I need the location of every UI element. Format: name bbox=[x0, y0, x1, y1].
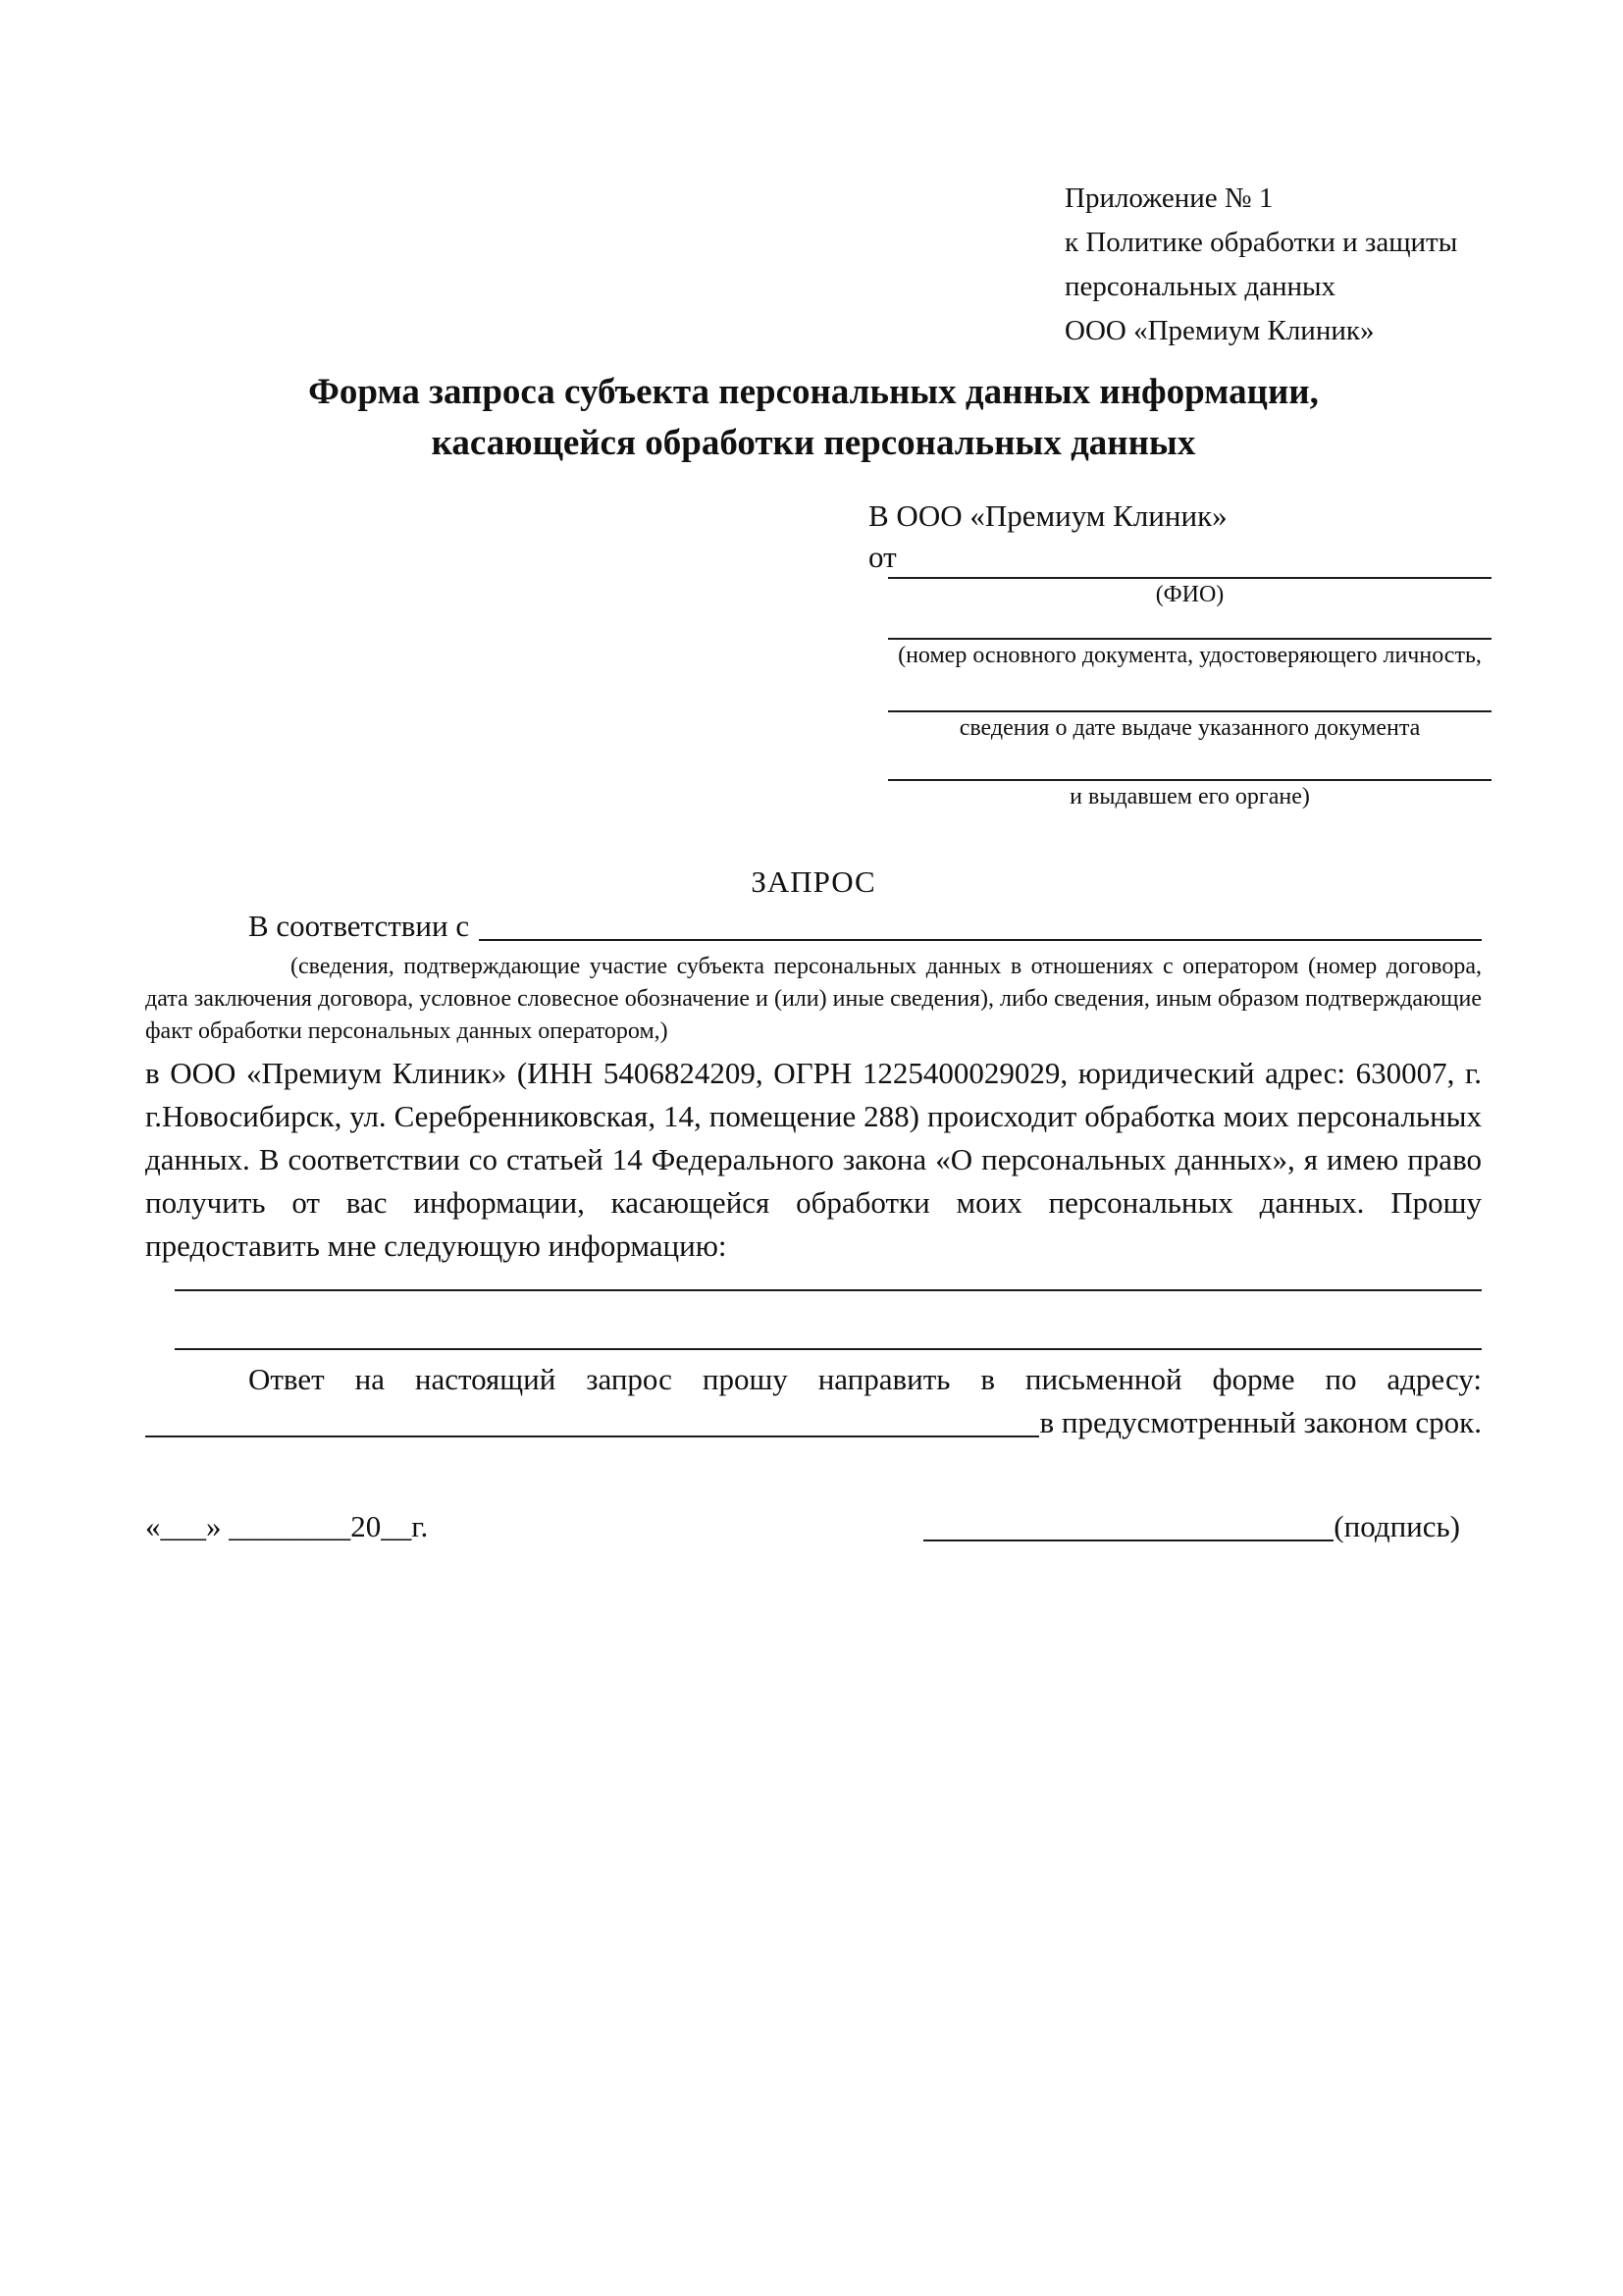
date-field: «___» ________20__г. bbox=[145, 1509, 429, 1543]
issuing-authority-blank-field bbox=[868, 779, 1482, 812]
appendix-line: персональных данных bbox=[1065, 271, 1336, 302]
appendix-line: ООО «Премиум Клиник» bbox=[1065, 315, 1375, 346]
field-caption: (номер основного документа, удостоверяющего личность, bbox=[898, 643, 1482, 668]
field-caption: и выдавшем его органе) bbox=[1070, 784, 1310, 809]
footnote-text: (сведения, подтверждающие участие субъекта персональных данных в отношениях с оператором (номер договора, дата заключения договора, условное словесное обозначение и (или) иные сведения), либо сведения, иным образом подтверждающие факт обработки персональных данных оператором,) bbox=[145, 954, 1482, 1044]
addressee-block bbox=[868, 495, 1482, 812]
appendix-line: Приложение № 1 bbox=[1065, 183, 1274, 214]
signature-field bbox=[923, 1505, 1460, 1548]
signature-caption: (подпись) bbox=[1334, 1509, 1460, 1543]
fio-blank-field bbox=[868, 577, 1482, 610]
document-number-blank-field bbox=[868, 638, 1482, 671]
addressee-from: от bbox=[868, 540, 897, 574]
blank-line bbox=[479, 939, 1482, 941]
field-caption: сведения о дате выдаче указанного документа bbox=[959, 715, 1421, 741]
appendix-line: к Политике обработки и защиты bbox=[1065, 227, 1458, 258]
form-title-line: касающейся обработки персональных данных bbox=[431, 423, 1196, 463]
appendix-block bbox=[1065, 177, 1482, 353]
form-title-line: Форма запроса субъекта персональных данных информации, bbox=[308, 372, 1319, 412]
reply-address-blank bbox=[145, 1401, 1482, 1444]
request-heading: ЗАПРОС bbox=[751, 864, 876, 899]
issue-date-blank-field bbox=[868, 710, 1482, 744]
blank-line bbox=[175, 1348, 1482, 1350]
reply-suffix-text: в предусмотренный законом срок. bbox=[1039, 1405, 1482, 1439]
intro-row bbox=[145, 905, 1482, 948]
blank-line bbox=[145, 1435, 1039, 1437]
addressee-to: В ООО «Премиум Клиник» bbox=[868, 498, 1228, 533]
reply-address-line: Ответ на настоящий запрос прошу направить в письменной форме по адресу: bbox=[248, 1362, 1482, 1396]
blank-line bbox=[175, 1289, 1482, 1291]
signature-line bbox=[923, 1539, 1334, 1541]
signature-row bbox=[145, 1505, 1482, 1548]
document-content bbox=[0, 177, 1623, 1548]
field-caption: (ФИО) bbox=[1155, 582, 1225, 607]
form-title bbox=[145, 367, 1482, 469]
intro-text: В соответствии с bbox=[248, 909, 470, 943]
body-paragraph: в ООО «Премиум Клиник» (ИНН 5406824209, ОГРН 1225400029029, юридический адрес: 630007, г. г.Новосибирск, ул. Серебренниковская, 14, помещение 288) происходит обработка моих персональных данных. В соответствии со статьей 14 Федерального закона «О персональных данных», я имею право получить от вас информации, касающейся обработки моих персональных данных. Прошу предоставить мне следующую информацию: bbox=[145, 1056, 1482, 1263]
